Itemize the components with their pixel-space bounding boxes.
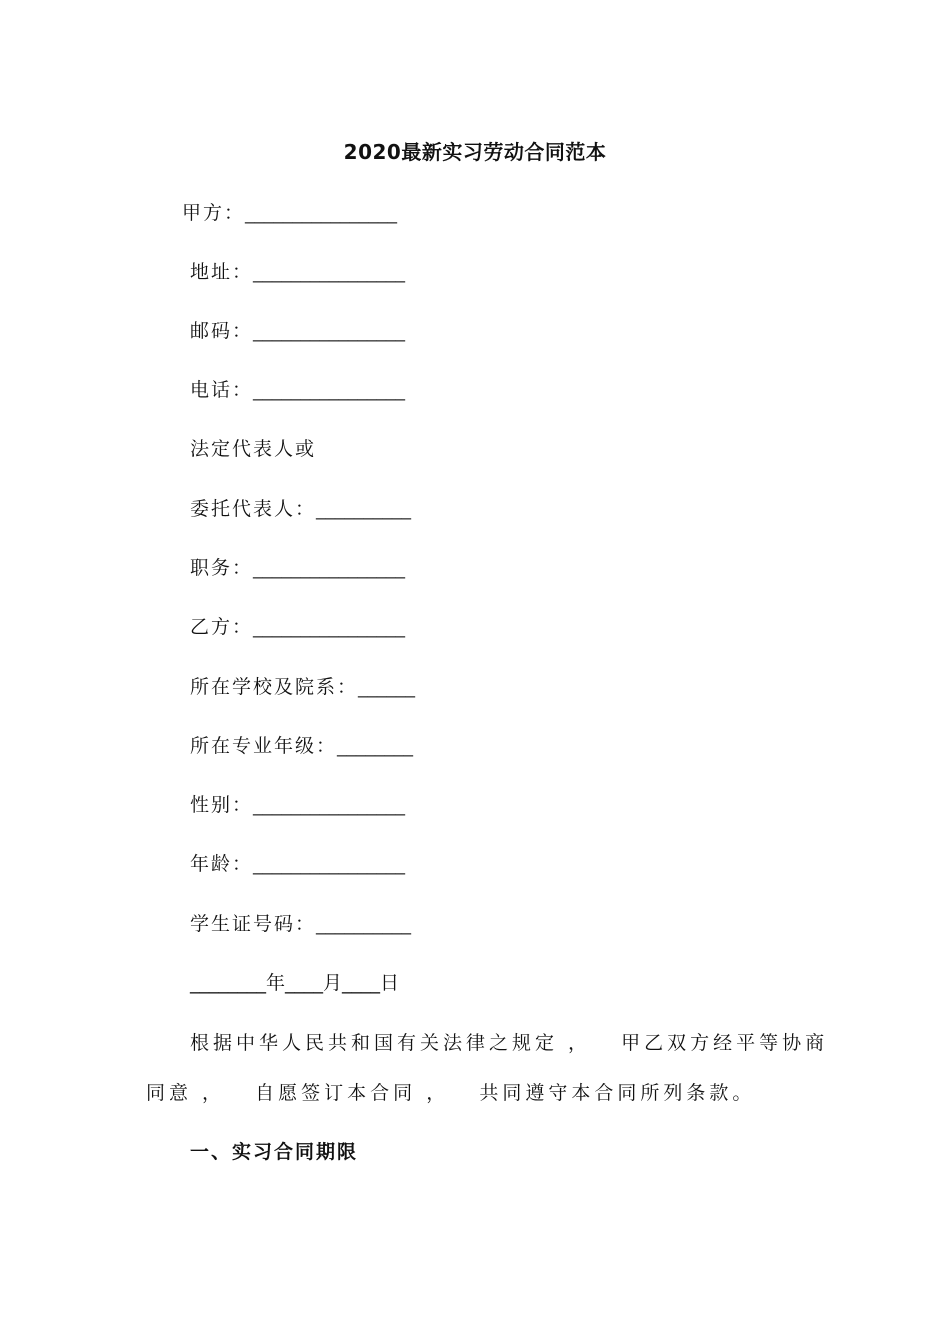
field-label: 邮码： [190,320,254,342]
field-blank: ________________ [253,379,406,401]
field-legal-representative [190,434,316,461]
field-label: 年龄： [190,853,254,875]
field-blank: ________________ [253,794,406,816]
field-blank: ________ [337,735,414,757]
field-blank: ________________ [245,202,398,224]
field-party-a [182,198,397,225]
field-major-grade [190,731,413,758]
field-label: 法定代表人或 [190,438,317,460]
field-gender [190,790,405,817]
field-label: 职务： [190,557,254,579]
field-blank: ________________ [253,320,406,342]
field-blank: ________________ [253,557,406,579]
field-school-department [190,672,415,699]
field-address [190,257,405,284]
field-entrusted-representative [190,494,411,521]
field-label: 所在专业年级： [190,735,338,757]
field-position [190,553,405,580]
paragraph-line: 根据中华人民共和国有关法律之规定 ， 甲乙双方经平等协商 [190,1032,829,1054]
field-blank: ________________ [253,261,406,283]
field-age [190,849,405,876]
field-label: 地址： [190,261,254,283]
section-heading: 一、实习合同期限 [190,1141,359,1163]
field-label: 电话： [190,379,254,401]
field-label: 委托代表人： [190,498,317,520]
field-label: 所在学校及院系： [190,676,359,698]
paragraph-line: 同意 ， 自愿签订本合同 ， 共同遵守本合同所列条款。 [146,1082,756,1104]
field-postcode [190,316,405,343]
field-student-id [190,909,411,936]
field-blank: __________ [316,498,412,520]
field-blank: ______ [358,676,416,698]
field-blank: ________________ [253,616,406,638]
field-party-b [190,612,405,639]
document-title: 2020最新实习劳动合同范本 [343,140,607,164]
field-label: 甲方： [182,202,246,224]
field-phone [190,375,405,402]
field-label: 性别： [190,794,254,816]
field-blank: __________ [316,913,412,935]
field-blank: ________________ [253,853,406,875]
date-line: ________年____月____日 [190,972,400,994]
field-label: 学生证号码： [190,913,317,935]
field-label: 乙方： [190,616,254,638]
